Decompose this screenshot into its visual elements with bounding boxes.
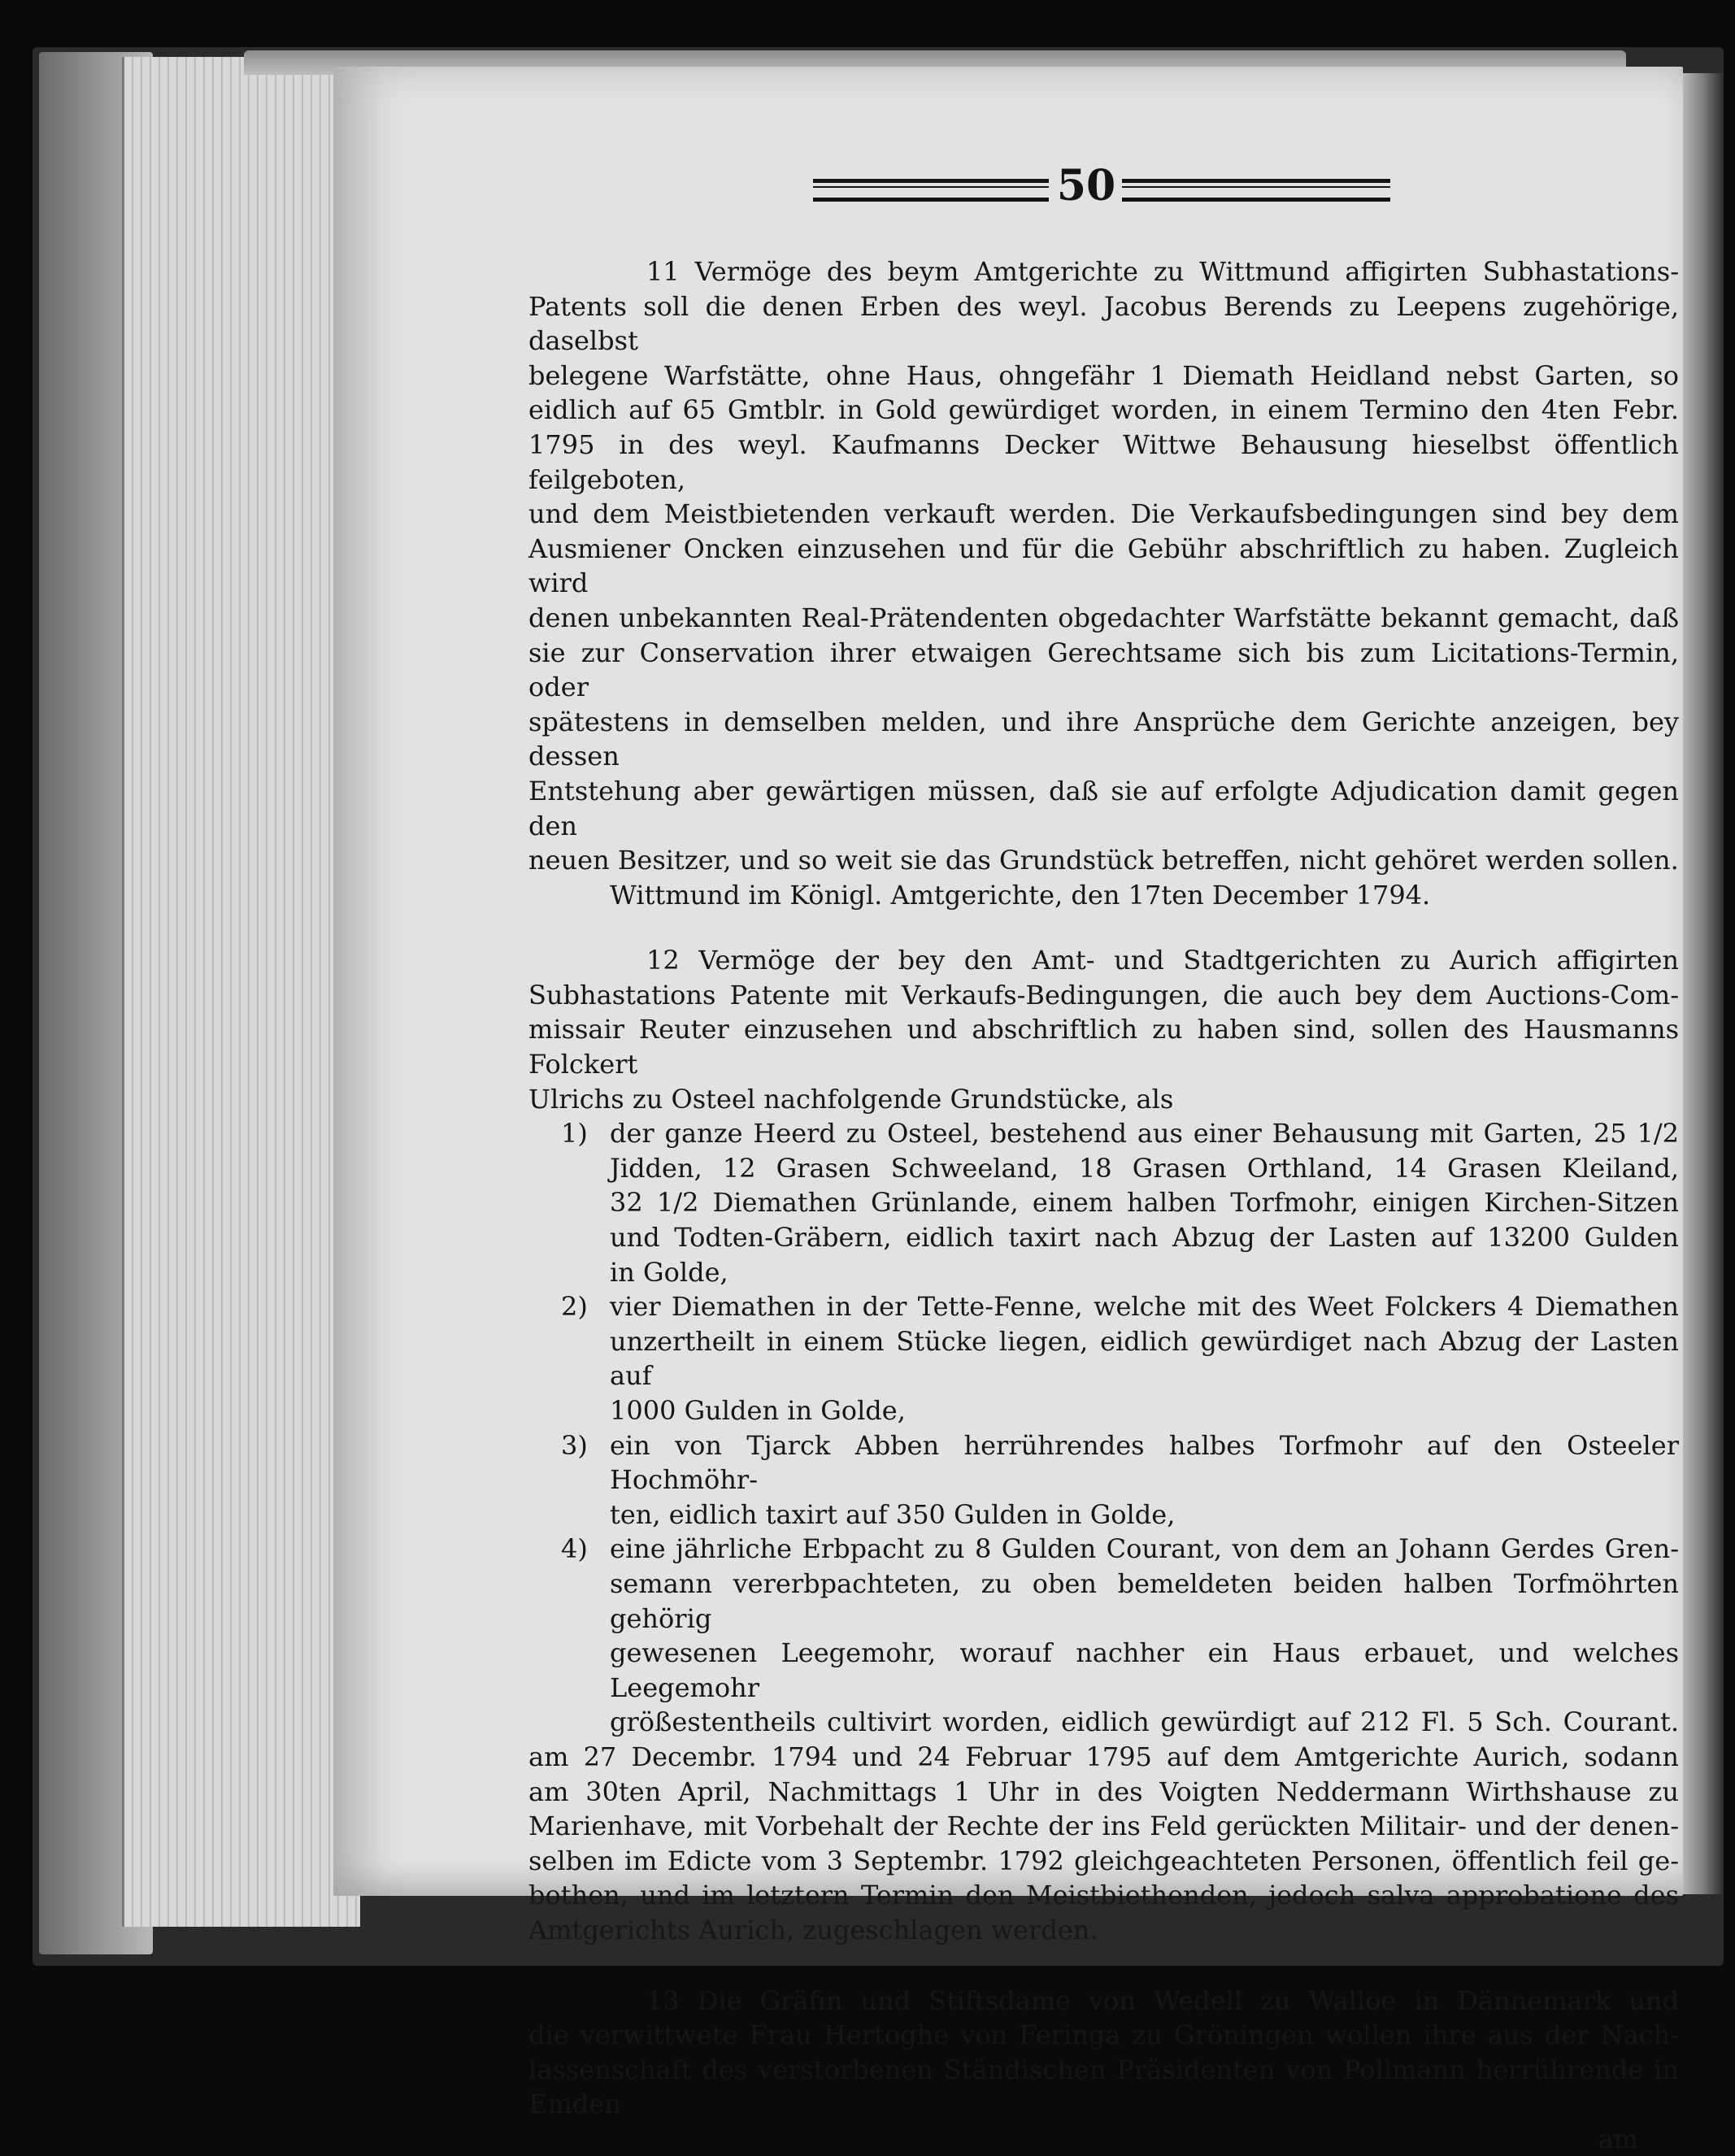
text-line: belegene Warfstätte, ohne Haus, ohngefähr 1 Diemath Heidland nebst Garten, so xyxy=(528,359,1679,393)
list-item xyxy=(528,1428,1679,1532)
text-line: bothen, und im letztern Termin den Meistbiethenden, jedoch salva approbatione des xyxy=(528,1878,1679,1913)
text-line: selben im Edicte vom 3 Septembr. 1792 gleichgeachteten Personen, öffentlich feil ge- xyxy=(528,1844,1679,1879)
text-line: 12 Vermöge der bey den Amt- und Stadtgerichten zu Aurich affigirten xyxy=(528,943,1679,978)
page-stack-edges xyxy=(122,57,360,1927)
text-line: und Todten-Gräbern, eidlich taxirt nach Abzug der Lasten auf 13200 Gulden xyxy=(610,1220,1679,1255)
item-number: 2) xyxy=(561,1289,588,1324)
text-line: 13 Die Gräfin und Stiftsdame von Wedell zu Walloe in Dännemark und xyxy=(528,1984,1679,2019)
notice-11 xyxy=(528,254,1679,912)
text-line: Ausmiener Oncken einzusehen und für die Gebühr abschriftlich zu haben. Zugleich wird xyxy=(528,532,1679,601)
page-header xyxy=(813,161,1398,218)
item-number: 4) xyxy=(561,1532,588,1567)
text-line: neuen Besitzer, und so weit sie das Grundstück betreffen, nicht gehöret werden sollen. xyxy=(528,843,1679,878)
notice-11-signature: Wittmund im Königl. Amtgerichte, den 17ten December 1794. xyxy=(528,878,1679,913)
text-line: semann vererbpachteten, zu oben bemeldeten beiden halben Torfmöhrten gehörig xyxy=(610,1567,1679,1636)
text-line: Patents soll die denen Erben des weyl. Jacobus Berends zu Leepens zugehörige, daselbst xyxy=(528,289,1679,359)
text-line: unzertheilt in einem Stücke liegen, eidlich gewürdiget nach Abzug der Lasten auf xyxy=(610,1324,1679,1393)
list-item xyxy=(528,1532,1679,1740)
text-line: der ganze Heerd zu Osteel, bestehend aus einer Behausung mit Garten, 25 1/2 xyxy=(610,1116,1679,1151)
text-line: Jidden, 12 Grasen Schweeland, 18 Grasen Orthland, 14 Grasen Kleiland, xyxy=(610,1151,1679,1186)
page-number: 50 xyxy=(1050,161,1122,211)
paragraph-gap xyxy=(528,912,1679,943)
text-line: am 30ten April, Nachmittags 1 Uhr in des Voigten Neddermann Wirthshause zu xyxy=(528,1775,1679,1810)
text-line: größestentheils cultivirt worden, eidlich gewürdigt auf 212 Fl. 5 Sch. Courant. xyxy=(610,1705,1679,1740)
page-text xyxy=(528,254,1679,2156)
text-line: und dem Meistbietenden verkauft werden. Die Verkaufsbedingungen sind bey dem xyxy=(528,497,1679,532)
text-line: ein von Tjarck Abben herrührendes halbes Torfmohr auf den Osteeler Hochmöhr- xyxy=(610,1428,1679,1497)
text-line: Ulrichs zu Osteel nachfolgende Grundstücke, als xyxy=(528,1082,1679,1117)
text-line: 1795 in des weyl. Kaufmanns Decker Wittwe Behausung hieselbst öffentlich feilgeboten, xyxy=(528,428,1679,497)
notice-12 xyxy=(528,943,1679,1947)
list-item xyxy=(528,1289,1679,1428)
text-line: am 27 Decembr. 1794 und 24 Februar 1795 auf dem Amtgerichte Aurich, sodann xyxy=(528,1740,1679,1775)
text-line: eine jährliche Erbpacht zu 8 Gulden Courant, von dem an Johann Gerdes Gren- xyxy=(610,1532,1679,1567)
catchword: am xyxy=(528,2122,1679,2156)
text-line: sie zur Conservation ihrer etwaigen Gerechtsame sich bis zum Licitations-Termin, oder xyxy=(528,636,1679,705)
notice-13 xyxy=(528,1984,1679,2156)
item-number: 3) xyxy=(561,1428,588,1463)
text-line: vier Diemathen in der Tette-Fenne, welche mit des Weet Folckers 4 Diemathen xyxy=(610,1289,1679,1324)
text-line: spätestens in demselben melden, und ihre Ansprüche dem Gerichte anzeigen, bey dessen xyxy=(528,705,1679,774)
paragraph-gap xyxy=(528,1948,1679,1984)
text-line: Entstehung aber gewärtigen müssen, daß sie auf erfolgte Adjudication damit gegen den xyxy=(528,774,1679,843)
text-line: Marienhave, mit Vorbehalt der Rechte der ins Feld gerückten Militair- und der denen- xyxy=(528,1809,1679,1844)
text-line: 32 1/2 Diemathen Grünlande, einem halben Torfmohr, einigen Kirchen-Sitzen xyxy=(610,1185,1679,1220)
text-line: 11 Vermöge des beym Amtgerichte zu Wittmund affigirten Subhastations- xyxy=(528,254,1679,289)
text-line: in Golde, xyxy=(610,1255,1679,1290)
text-line: missair Reuter einzusehen und abschriftlich zu haben sind, sollen des Hausmanns Folckert xyxy=(528,1012,1679,1081)
list-item xyxy=(528,1116,1679,1289)
header-rule-left xyxy=(813,179,1049,202)
text-line: ten, eidlich taxirt auf 350 Gulden in Golde, xyxy=(610,1497,1679,1532)
item-number: 1) xyxy=(561,1116,588,1151)
text-line: die verwittwete Frau Hertoghe von Feringa zu Gröningen wollen ihre aus der Nach- xyxy=(528,2018,1679,2053)
text-line: Subhastations Patente mit Verkaufs-Bedingungen, die auch bey dem Auctions-Com- xyxy=(528,978,1679,1013)
text-line: denen unbekannten Real-Prätendenten obgedachter Warfstätte bekannt gemacht, daß xyxy=(528,601,1679,636)
text-line: eidlich auf 65 Gmtblr. in Gold gewürdiget worden, in einem Termino den 4ten Febr. xyxy=(528,393,1679,428)
text-line: 1000 Gulden in Golde, xyxy=(610,1393,1679,1428)
text-line: Amtgerichts Aurich, zugeschlagen werden. xyxy=(528,1913,1679,1948)
text-line: gewesenen Leegemohr, worauf nachher ein Haus erbauet, und welches Leegemohr xyxy=(610,1636,1679,1705)
header-rule-right xyxy=(1122,179,1390,202)
text-line: lassenschaft des verstorbenen Ständischen Präsidenten von Pollmann herrührende in Emden xyxy=(528,2053,1679,2122)
